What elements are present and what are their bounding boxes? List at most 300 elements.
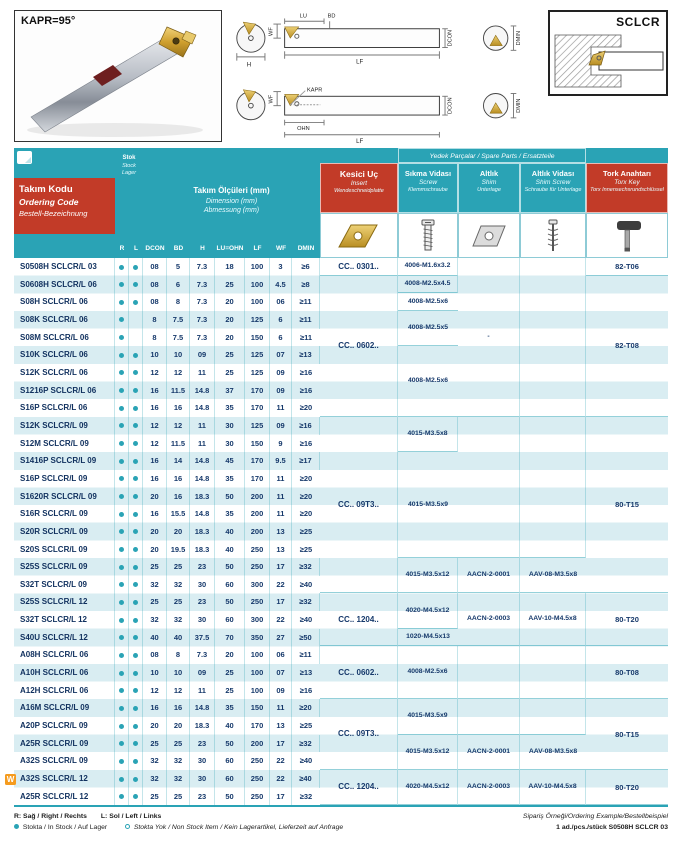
lu-cell: 20	[215, 293, 245, 311]
wf-cell: 4.5	[270, 276, 292, 294]
dimension-drawing	[228, 10, 542, 146]
h-cell: 7.3	[190, 258, 215, 276]
wf-cell: 13	[270, 541, 292, 559]
lf-cell: 200	[245, 505, 270, 523]
wf-cell: 27	[270, 629, 292, 647]
in-stock-dot	[119, 794, 124, 799]
h-cell: 11	[190, 682, 215, 700]
stock-r-cell	[115, 770, 129, 788]
wf-cell: 11	[270, 470, 292, 488]
lf-cell: 350	[245, 629, 270, 647]
lf-cell: 200	[245, 488, 270, 506]
in-stock-dot	[119, 423, 124, 428]
bd-cell: 15.5	[167, 505, 190, 523]
bd-cell: 11.5	[167, 435, 190, 453]
wf-cell: 09	[270, 417, 292, 435]
ordering-code-cell: S40U SCLCR/L 12	[14, 629, 115, 647]
in-stock-dot	[133, 618, 138, 623]
dmin-cell: ≥25	[299, 544, 313, 554]
shim_screw-cell	[520, 646, 586, 699]
dcon-cell: 32	[143, 752, 167, 770]
dim-label-dmin: DMIN	[516, 30, 523, 46]
in-stock-dot	[119, 547, 124, 552]
stock-r-cell	[115, 523, 129, 541]
torx-cell: 80-T20	[586, 593, 668, 646]
lu-cell: 35	[215, 470, 245, 488]
ordering-code-header	[14, 178, 115, 234]
in-stock-dot	[119, 582, 124, 587]
screw-cell: 1020-M4.5x13	[398, 629, 458, 647]
lf-cell: 250	[245, 541, 270, 559]
col-label-dcon: DCON	[145, 245, 165, 252]
stock-r-cell	[115, 629, 129, 647]
bd-cell: 16	[167, 488, 190, 506]
lf-cell: 100	[245, 258, 270, 276]
in-stock-legend-dot	[14, 824, 19, 829]
dmin-cell: ≥32	[292, 593, 320, 611]
lf-cell: 150	[245, 329, 270, 347]
stock-l-cell	[129, 735, 143, 753]
dcon-cell: 20	[143, 717, 167, 735]
screw-icon	[416, 217, 440, 255]
dim-label-wf-2: WF	[268, 94, 275, 104]
stock-l-cell	[129, 258, 143, 276]
bd-cell: 12	[167, 364, 190, 382]
dim-label-wf: WF	[268, 27, 275, 36]
h-cell: 14.8	[190, 452, 215, 470]
ordering-code-cell: S08M SCLCR/L 06	[14, 329, 115, 347]
dcon-cell: 16	[143, 452, 167, 470]
bd-cell: 7.5	[167, 329, 190, 347]
stock-r-cell	[115, 488, 129, 506]
in-stock-dot	[119, 759, 124, 764]
bd-cell: 20	[167, 523, 190, 541]
lu-cell: 20	[215, 329, 245, 347]
stock-r-cell	[115, 470, 129, 488]
h-cell: 37.5	[190, 629, 215, 647]
stock-r-cell	[115, 664, 129, 682]
in-stock-dot	[119, 653, 124, 658]
stock-r-cell	[115, 346, 129, 364]
lu-cell: 37	[215, 382, 245, 400]
ordering-code-cell: S12K SCLCR/L 09	[14, 417, 115, 435]
ordering-code-header-en: Ordering Code	[19, 197, 79, 207]
ordering-code-cell: S16R SCLCR/L 09	[14, 505, 115, 523]
torx-cell: 82-T06	[586, 258, 668, 276]
torx-key-icon-cell	[586, 213, 668, 258]
ordering-code-cell: S1416P SCLCR/L 09	[14, 452, 115, 470]
dmin-cell: ≥32	[292, 558, 320, 576]
bd-cell: 32	[167, 770, 190, 788]
wf-cell: 07	[270, 346, 292, 364]
dcon-cell: 08	[143, 276, 167, 294]
torx-cell: 82-T08	[586, 276, 668, 417]
stock-l-cell	[129, 523, 143, 541]
screw-column-header: Sıkma Vidası Screw Klemmschraube	[398, 163, 458, 213]
stock-r-cell	[115, 276, 129, 294]
h-cell: 18.3	[190, 717, 215, 735]
shim_screw-cell	[520, 258, 586, 417]
ordering-code-cell: A32S SCLCR/L 09	[14, 752, 115, 770]
shim_screw-cell	[520, 699, 586, 734]
lf-cell: 100	[245, 276, 270, 294]
ordering-code-header-tr: Takım Kodu	[19, 184, 73, 195]
insert-type-label: SCLCR	[616, 15, 660, 29]
h-cell: 23	[190, 735, 215, 753]
in-stock-dot	[133, 777, 138, 782]
in-stock-dot	[119, 370, 124, 375]
lf-cell: 125	[245, 311, 270, 329]
bd-cell: 20	[167, 717, 190, 735]
shim-cell	[458, 699, 520, 734]
footer-legend	[14, 812, 343, 833]
non-stock-legend-dot	[125, 824, 130, 829]
wf-cell: 11	[270, 699, 292, 717]
in-stock-dot	[119, 618, 124, 623]
stock-legend	[14, 823, 343, 834]
lu-cell: 70	[215, 629, 245, 647]
h-cell: 14.8	[190, 382, 215, 400]
lu-cell: 50	[215, 735, 245, 753]
lf-cell: 170	[245, 470, 270, 488]
stock-r-cell	[115, 258, 129, 276]
dmin-cell: ≥20	[299, 509, 313, 519]
screw-cell: 4020-M4.5x12	[398, 770, 458, 805]
lf-cell: 250	[245, 788, 270, 806]
stock-l-cell	[129, 611, 143, 629]
dcon-cell: 32	[143, 576, 167, 594]
h-cell: 09	[190, 346, 215, 364]
in-stock-dot	[119, 635, 124, 640]
stock-r-cell	[115, 311, 129, 329]
dmin-cell: ≥40	[292, 770, 320, 788]
insert-cell: CC.. 09T3..	[320, 417, 398, 594]
dmin-cell: ≥16	[299, 385, 313, 395]
dcon-cell: 10	[143, 664, 167, 682]
lu-cell: 35	[215, 399, 245, 417]
shim-cell: AACN-2-0001	[458, 735, 520, 770]
bd-cell: 10	[167, 664, 190, 682]
bd-cell: 16	[167, 399, 190, 417]
bd-cell: 32	[167, 752, 190, 770]
ordering-example-value: 1 ad./pcs./stück S0508H SCLCR 03	[556, 823, 668, 831]
ordering-code-cell: W A32S SCLCR/L 12	[14, 770, 115, 788]
stock-l-cell	[129, 646, 143, 664]
table-row	[14, 258, 668, 276]
dmin-cell: ≥11	[292, 311, 320, 329]
dcon-cell: 08	[143, 646, 167, 664]
in-stock-dot	[133, 688, 138, 693]
torx-cell: 80-T15	[586, 417, 668, 594]
dcon-cell: 25	[143, 788, 167, 806]
bookmark-tab-icon[interactable]	[17, 151, 32, 164]
technical-drawings-section	[14, 10, 668, 146]
wf-cell: 6	[270, 311, 292, 329]
wf-cell: 22	[270, 770, 292, 788]
w-badge: W	[6, 774, 15, 784]
h-cell: 18.3	[190, 523, 215, 541]
table-row	[14, 770, 668, 788]
dcon-cell: 25	[143, 735, 167, 753]
catalog-table-grid	[6, 258, 668, 805]
h-cell: 7.3	[190, 646, 215, 664]
stock-r-cell	[115, 752, 129, 770]
dim-label-dcon-2: DCON	[447, 97, 454, 114]
stock-r-cell	[115, 699, 129, 717]
lf-cell: 125	[245, 417, 270, 435]
in-stock-dot	[133, 459, 138, 464]
stock-l-cell	[129, 770, 143, 788]
lu-cell: 20	[215, 646, 245, 664]
shim_screw-cell: AAV-10-M4.5x8	[520, 593, 586, 646]
wf-cell: 13	[270, 523, 292, 541]
ordering-code-cell: S12K SCLCR/L 06	[14, 364, 115, 382]
wf-cell: 09	[270, 364, 292, 382]
shim_screw-cell: AAV-08-M3.5x8	[520, 735, 586, 770]
in-stock-dot	[119, 265, 124, 270]
in-stock-dot	[133, 300, 138, 305]
ordering-code-cell: S20R SCLCR/L 09	[14, 523, 115, 541]
dcon-cell: 40	[143, 629, 167, 647]
in-stock-dot	[119, 300, 124, 305]
kapr-angle-label: KAPR=95°	[21, 15, 76, 27]
dmin-cell: ≥11	[292, 646, 320, 664]
dmin-cell: ≥32	[292, 735, 320, 753]
dmin-cell: ≥16	[299, 367, 313, 377]
boring-bar-photo	[15, 11, 221, 141]
lu-cell: 25	[215, 276, 245, 294]
col-label-lf: LF	[253, 245, 262, 252]
shim-cell: -	[458, 258, 520, 417]
dcon-cell: 12	[143, 682, 167, 700]
stock-l-cell	[129, 541, 143, 559]
h-cell: 23	[190, 558, 215, 576]
dcon-cell: 16	[143, 382, 167, 400]
h-cell: 30	[190, 770, 215, 788]
lf-cell: 170	[245, 717, 270, 735]
wf-cell: 17	[270, 558, 292, 576]
stock-r-cell	[115, 717, 129, 735]
in-stock-dot	[133, 388, 138, 393]
dmin-cell: ≥25	[299, 526, 313, 536]
lu-cell: 30	[215, 435, 245, 453]
lu-cell: 60	[215, 770, 245, 788]
stock-l-cell	[129, 293, 143, 311]
dmin-cell: ≥32	[299, 791, 313, 801]
shim-icon-cell	[458, 213, 520, 258]
ordering-code-cell: A25R SCLCR/L 09	[14, 735, 115, 753]
screw-cell: 4015-M3.5x8	[398, 417, 458, 452]
dcon-cell: 25	[143, 593, 167, 611]
wf-cell: 11	[270, 399, 292, 417]
wf-cell: 11	[270, 505, 292, 523]
in-stock-dot	[119, 565, 124, 570]
h-cell: 23	[190, 593, 215, 611]
screw-cell: 4015-M3.5x12	[398, 735, 458, 770]
lu-cell: 50	[215, 558, 245, 576]
h-cell: 09	[190, 664, 215, 682]
stock-r-cell	[115, 293, 129, 311]
lu-cell: 50	[215, 593, 245, 611]
bd-cell: 25	[167, 593, 190, 611]
in-stock-dot	[119, 724, 124, 729]
dim-label-kapr: KAPR	[307, 87, 323, 94]
ordering-code-cell: S16P SCLCR/L 09	[14, 470, 115, 488]
h-cell: 30	[190, 576, 215, 594]
ordering-code-cell: S12M SCLCR/L 09	[14, 435, 115, 453]
wf-cell: 22	[270, 576, 292, 594]
insert-cell: CC.. 0602..	[320, 646, 398, 699]
bd-cell: 25	[167, 735, 190, 753]
stock-l-cell	[129, 629, 143, 647]
shim-screw-column-header: Altlık Vidası Shim Screw Schraube für Unterlage	[520, 163, 586, 213]
insert-cell: CC.. 09T3..	[320, 699, 398, 770]
h-cell: 7.3	[190, 276, 215, 294]
catalog-table-body	[6, 258, 668, 805]
dmin-cell: ≥40	[299, 579, 313, 589]
application-drawing-box	[548, 10, 668, 96]
bd-cell: 10	[167, 346, 190, 364]
dim-label-lf: LF	[356, 58, 364, 66]
insert-cell: CC.. 0602..	[320, 276, 398, 417]
in-stock-dot	[133, 741, 138, 746]
in-stock-dot	[119, 441, 124, 446]
dim-label-bd: BD	[327, 13, 336, 20]
dcon-cell: 08	[143, 293, 167, 311]
stock-r-cell	[115, 646, 129, 664]
ordering-code-cell: A10H SCLCR/L 06	[14, 664, 115, 682]
bd-cell: 6	[167, 276, 190, 294]
dcon-cell: 32	[143, 770, 167, 788]
insert-column-header: Kesici Uç Insert Wendeschneidplatte	[320, 163, 398, 213]
in-stock-dot	[133, 423, 138, 428]
lf-cell: 250	[245, 752, 270, 770]
bd-cell: 16	[167, 699, 190, 717]
in-stock-dot	[119, 317, 124, 322]
ordering-code-cell: A08H SCLCR/L 06	[14, 646, 115, 664]
ordering-code-cell: S10K SCLCR/L 06	[14, 346, 115, 364]
ordering-code-cell: A20P SCLCR/L 09	[14, 717, 115, 735]
in-stock-dot	[133, 653, 138, 658]
h-cell: 11	[190, 417, 215, 435]
insert-cell: CC.. 1204..	[320, 770, 398, 805]
shim-cell: AACN-2-0003	[458, 593, 520, 646]
stock-r-cell	[115, 593, 129, 611]
h-cell: 7.3	[190, 311, 215, 329]
stock-l-cell	[129, 311, 143, 329]
stock-r-cell	[115, 735, 129, 753]
in-stock-dot	[119, 335, 124, 340]
insert-cell: CC.. 0301..	[320, 258, 398, 276]
shim-icon	[465, 218, 513, 254]
bd-cell: 14	[167, 452, 190, 470]
in-stock-dot	[133, 370, 138, 375]
bd-cell: 25	[167, 788, 190, 806]
h-cell: 30	[190, 752, 215, 770]
lu-cell: 60	[215, 752, 245, 770]
screw-cell: 4020-M4.5x12	[398, 593, 458, 628]
spare-parts-header: Yedek Parçalar / Spare Parts / Ersatzteile	[398, 148, 586, 163]
ordering-code-cell: S32T SCLCR/L 12	[14, 611, 115, 629]
lu-cell: 35	[215, 505, 245, 523]
bd-cell: 11.5	[167, 382, 190, 400]
ordering-code-cell: S25S SCLCR/L 09	[14, 558, 115, 576]
stock-l-cell	[129, 576, 143, 594]
stock-r-cell	[115, 382, 129, 400]
screw-icon-cell	[398, 213, 458, 258]
stock-l-cell	[129, 417, 143, 435]
in-stock-dot	[133, 600, 138, 605]
lu-cell: 20	[215, 311, 245, 329]
bd-cell: 19.5	[167, 541, 190, 559]
stock-l-cell	[129, 276, 143, 294]
stock-r-cell	[115, 435, 129, 453]
ordering-code-cell: S16P SCLCR/L 06	[14, 399, 115, 417]
table-row	[14, 593, 668, 611]
shim-screw-icon	[541, 217, 565, 255]
stock-l-cell	[129, 346, 143, 364]
screw-cell: 4008-M2.5x4.5	[398, 276, 458, 294]
wf-cell: 9.5	[270, 452, 292, 470]
bd-cell: 32	[167, 576, 190, 594]
lf-cell: 100	[245, 664, 270, 682]
stock-l-cell	[129, 682, 143, 700]
dim-label-ohn: OHN	[297, 126, 310, 133]
dmin-cell: ≥20	[299, 403, 313, 413]
torx-key-icon	[605, 217, 649, 255]
in-stock-dot	[133, 547, 138, 552]
lf-cell: 200	[245, 735, 270, 753]
bd-cell: 12	[167, 417, 190, 435]
wf-cell: 3	[270, 258, 292, 276]
ordering-code-cell: S0608H SCLCR/L 06	[14, 276, 115, 294]
wf-cell: 07	[270, 664, 292, 682]
dmin-cell: ≥8	[292, 276, 320, 294]
in-stock-dot	[133, 441, 138, 446]
wf-cell: 22	[270, 752, 292, 770]
lf-cell: 250	[245, 593, 270, 611]
h-cell: 7.3	[190, 293, 215, 311]
shim_screw-cell	[520, 417, 586, 558]
dcon-cell: 12	[143, 417, 167, 435]
lu-cell: 35	[215, 699, 245, 717]
in-stock-dot	[119, 282, 124, 287]
dmin-cell: ≥17	[292, 452, 320, 470]
in-stock-dot	[119, 353, 124, 358]
screw-cell: 4008-M2.5x5	[398, 311, 458, 346]
screw-cell: 4015-M3.5x12	[398, 558, 458, 593]
dim-label-dmin-2: DMIN	[516, 98, 523, 113]
col-label-lu-ohn: LU=OHN	[216, 245, 244, 252]
ordering-code-cell: S08H SCLCR/L 06	[14, 293, 115, 311]
dcon-cell: 16	[143, 505, 167, 523]
lf-cell: 250	[245, 558, 270, 576]
h-cell: 18.3	[190, 541, 215, 559]
h-cell: 14.8	[190, 505, 215, 523]
lu-cell: 40	[215, 523, 245, 541]
lf-cell: 170	[245, 452, 270, 470]
in-stock-legend-label: Stokta / In Stock / Auf Lager	[22, 823, 108, 831]
stock-l-cell	[129, 470, 143, 488]
dimension-drawing-box	[228, 10, 542, 146]
in-stock-dot	[133, 794, 138, 799]
lf-cell: 300	[245, 576, 270, 594]
in-stock-dot	[133, 565, 138, 570]
lu-cell: 50	[215, 788, 245, 806]
torx-cell: 80-T08	[586, 646, 668, 699]
table-header	[14, 148, 668, 258]
in-stock-dot	[133, 353, 138, 358]
